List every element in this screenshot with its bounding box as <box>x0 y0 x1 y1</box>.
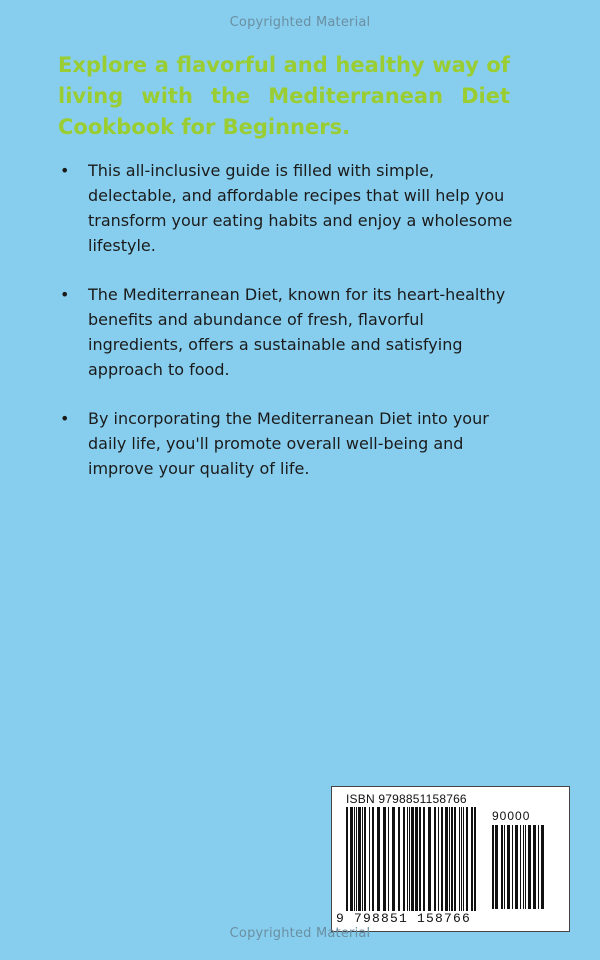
barcode-stripe <box>471 807 473 911</box>
barcode-stripe <box>346 807 348 911</box>
barcode-stripe <box>507 825 510 909</box>
barcode-stripe <box>438 807 439 911</box>
addon-barcode <box>492 825 544 909</box>
bullet-text: The Mediterranean Diet, known for its heart-healthy benefits and abundance of fresh, flavorful ingredients, offers a sustainable and satisfying approach to food. <box>88 285 506 379</box>
barcode-stripe <box>451 807 453 911</box>
barcode-stripe <box>461 807 462 911</box>
barcode-stripe <box>538 825 539 909</box>
barcode-stripe <box>515 825 518 909</box>
barcode-stripe <box>415 807 418 911</box>
barcode-stripe <box>474 807 476 911</box>
bullet-text: This all-inclusive guide is filled with simple, delectable, and affordable recipes that will help you transform your eating habits and enjoy a wholesome lifestyle. <box>88 161 513 255</box>
barcode-stripe <box>504 825 505 909</box>
barcode-stripe <box>428 807 431 911</box>
barcode-stripe <box>466 807 468 911</box>
barcode-stripe <box>525 825 526 909</box>
barcode-stripe <box>383 807 386 911</box>
barcode-digits: 9 798851 158766 <box>336 911 472 926</box>
bullet-list <box>58 158 518 505</box>
barcode-stripe <box>523 825 524 909</box>
barcode-stripe <box>392 807 395 911</box>
bullet-item <box>58 282 518 382</box>
bullet-text: By incorporating the Mediterranean Diet into your daily life, you'll promote overall well-being and improve your quality of life. <box>88 409 489 478</box>
barcode-stripe <box>409 807 410 911</box>
barcode-stripe <box>403 807 405 911</box>
isbn-label: ISBN 9798851158766 <box>346 792 467 806</box>
barcode-box <box>331 786 570 932</box>
barcode-stripe <box>372 807 374 911</box>
bullet-item <box>58 406 518 481</box>
watermark-bottom: Copyrighted Material <box>229 926 371 941</box>
barcode-stripe <box>495 825 498 909</box>
watermark-top: Copyrighted Material <box>229 15 371 30</box>
main-barcode <box>346 807 478 917</box>
barcode-stripe <box>492 825 494 909</box>
barcode-stripe <box>454 807 456 911</box>
barcode-stripe <box>541 825 544 909</box>
barcode-stripe <box>377 807 380 911</box>
barcode-stripe <box>419 807 421 911</box>
barcode-stripe <box>434 807 436 911</box>
barcode-stripe <box>459 807 460 911</box>
barcode-stripe <box>411 807 414 911</box>
barcode-stripe <box>441 807 443 911</box>
barcode-stripe <box>445 807 448 911</box>
barcode-stripe <box>449 807 450 911</box>
barcode-stripe <box>369 807 370 911</box>
barcode-stripe <box>423 807 425 911</box>
price-code: 90000 <box>492 809 531 823</box>
barcode-stripe <box>356 807 357 911</box>
barcode-stripe <box>520 825 521 909</box>
barcode-stripe <box>358 807 361 911</box>
barcode-stripe <box>501 825 503 909</box>
barcode-stripe <box>362 807 363 911</box>
barcode-stripe <box>407 807 408 911</box>
barcode-stripe <box>354 807 355 911</box>
barcode-stripe <box>463 807 464 911</box>
bullet-item <box>58 158 518 258</box>
barcode-stripe <box>364 807 366 911</box>
barcode-stripe <box>512 825 513 909</box>
headline: Explore a flavorful and healthy way of living with the Mediterranean Diet Cookbook for Beginners. <box>58 53 510 139</box>
barcode-stripe <box>528 825 531 909</box>
barcode-stripe <box>350 807 353 911</box>
barcode-stripe <box>388 807 389 911</box>
bullet-dot: • <box>60 161 70 180</box>
barcode-stripe <box>398 807 400 911</box>
bullet-dot: • <box>60 409 70 428</box>
bullet-dot: • <box>60 285 70 304</box>
barcode-stripe <box>533 825 536 909</box>
